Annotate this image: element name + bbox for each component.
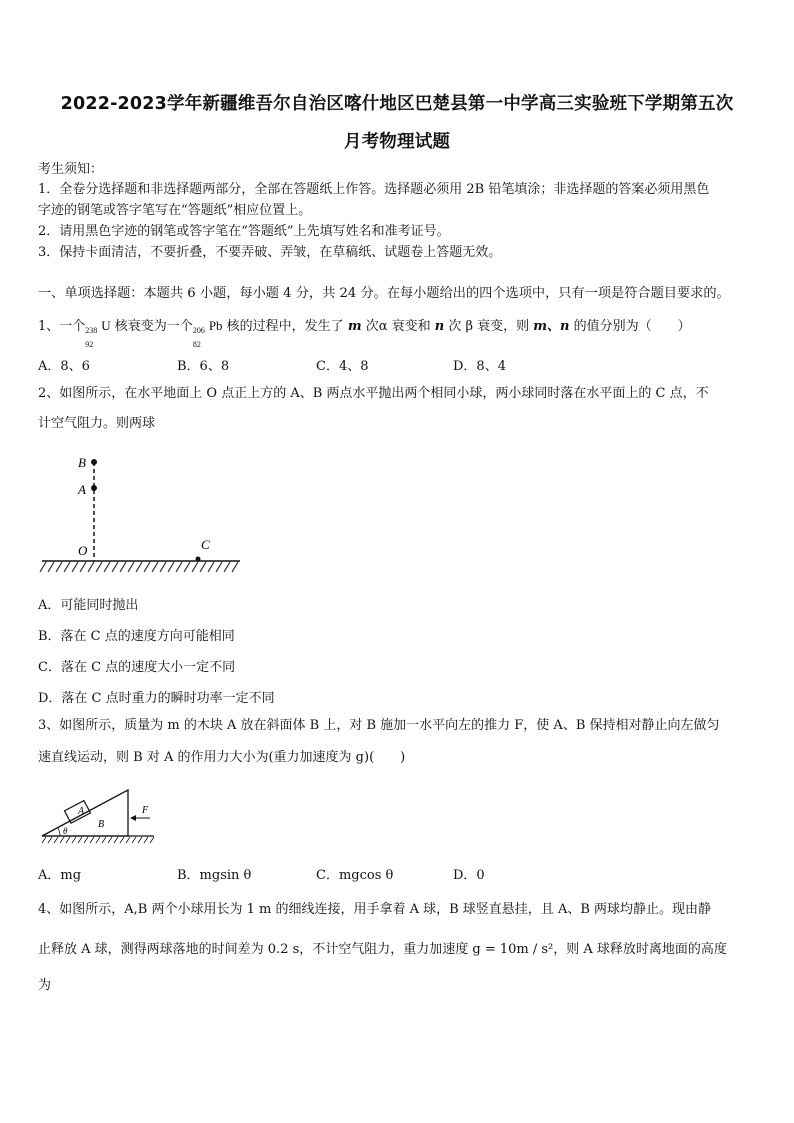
label-theta: θ <box>63 826 68 836</box>
label-force-f: F <box>142 805 149 816</box>
label-o: O <box>78 543 88 558</box>
section-1-heading: 一、单项选择题：本题共 6 小题，每小题 4 分，共 24 分。在每小题给出的四个选项中，只有一项是符合题目要求的。 <box>38 286 730 301</box>
point-c-landing <box>196 557 201 562</box>
question-2-stem-line2: 计空气阻力。则两球 <box>38 416 156 431</box>
q2-option-b: B．落在 C 点的速度方向可能相同 <box>38 629 235 644</box>
notice-item-2: 2．请用黑色字迹的钢笔或答字笔在“答题纸”上先填写姓名和准考证号。 <box>38 224 450 239</box>
notice-item-1b: 字迹的钢笔或答字笔写在“答题纸”相应位置上。 <box>38 203 312 218</box>
question-3-stem-line1: 3、如图所示，质量为 m 的木块 A 放在斜面体 B 上，对 B 施加一水平向左的推力 F，使 A、B 保持相对静止向左做匀 <box>38 718 720 733</box>
pb-mass-number: 206 <box>192 326 205 335</box>
q3-option-b: B．mgsin θ <box>177 868 252 883</box>
angle-arc <box>58 828 60 836</box>
q1-text-d: 的值分别为（ ） <box>569 319 691 334</box>
notice-item-1a: 1．全卷分选择题和非选择题两部分，全部在答题纸上作答。选择题必须用 2B 铅笔填涂；非选择题的答案必须用黑色 <box>38 182 710 197</box>
q1-prefix: 1、一个 <box>38 319 86 334</box>
label-b: B <box>78 455 86 470</box>
q3-option-a: A．mg <box>38 868 82 883</box>
q1-var-n: n <box>434 319 445 334</box>
label-wedge-b: B <box>98 819 105 830</box>
q1-text-c: 次 β 衰变，则 <box>444 319 534 334</box>
question-4-stem-line2: 止释放 A 球，测得两球落地的时间差为 0.2 s，不计空气阻力，重力加速度 g = 10m / s²，则 A 球释放时离地面的高度 <box>38 942 727 957</box>
pb-atomic-number: 82 <box>192 340 201 349</box>
force-f-arrowhead <box>130 815 136 821</box>
wedge-b <box>42 790 128 836</box>
q1-text-b: 次α 衰变和 <box>361 319 435 334</box>
q1-mid: 核衰变为一个 <box>110 319 193 334</box>
point-b-ball <box>91 459 97 465</box>
q1-option-c: C．4、8 <box>316 359 369 374</box>
label-c: C <box>201 537 210 552</box>
exam-title-line1: 2022-2023学年新疆维吾尔自治区喀什地区巴楚县第一中学高三实验班下学期第五次 <box>60 94 734 114</box>
q2-option-c: C．落在 C 点的速度大小一定不同 <box>38 660 236 675</box>
question-3-stem-line2: 速直线运动，则 B 对 A 的作用力大小为(重力加速度为 g)( ) <box>38 750 406 765</box>
q3-option-d: D．0 <box>453 868 485 883</box>
q2-option-d: D．落在 C 点时重力的瞬时功率一定不同 <box>38 691 275 706</box>
label-a: A <box>78 482 86 497</box>
notice-heading: 考生须知： <box>38 162 104 177</box>
label-block-a: A <box>78 806 85 817</box>
notice-item-3: 3．保持卡面清洁，不要折叠，不要弄破、弄皱，在草稿纸、试题卷上答题无效。 <box>38 245 502 260</box>
q1-var-m: m <box>347 319 362 334</box>
q1-option-a: A．8、6 <box>38 359 90 374</box>
q2-option-a: A．可能同时抛出 <box>38 598 139 613</box>
pb-symbol: Pb <box>208 318 223 333</box>
q3-incline-figure <box>38 784 168 846</box>
u-atomic-number: 92 <box>85 340 94 349</box>
q1-option-d: D．8、4 <box>453 359 506 374</box>
ground-hatching <box>40 562 238 572</box>
u-mass-number: 238 <box>85 326 98 335</box>
q2-projectile-figure <box>38 448 248 578</box>
q1-vars-mn: m、n <box>533 319 570 334</box>
q1-option-b: B．6、8 <box>177 359 230 374</box>
u-symbol: U <box>101 318 111 333</box>
q3-option-c: C．mgcos θ <box>316 868 394 883</box>
question-4-stem-line1: 4、如图所示，A,B 两个小球用长为 1 m 的细线连接，用手拿着 A 球，B 球竖直悬挂，且 A、B 两球均静止。现由静 <box>38 902 712 917</box>
q1-text-a: 核的过程中，发生了 <box>222 319 348 334</box>
question-1-stem <box>38 318 691 349</box>
point-a-ball <box>91 485 97 491</box>
question-4-stem-line3: 为 <box>38 978 52 993</box>
exam-title-line2: 月考物理试题 <box>343 132 451 152</box>
question-2-stem-line1: 2、如图所示，在水平地面上 O 点正上方的 A、B 两点水平抛出两个相同小球，两小球同时落在水平面上的 C 点，不 <box>38 386 709 401</box>
q3-ground-hatching <box>42 837 154 843</box>
